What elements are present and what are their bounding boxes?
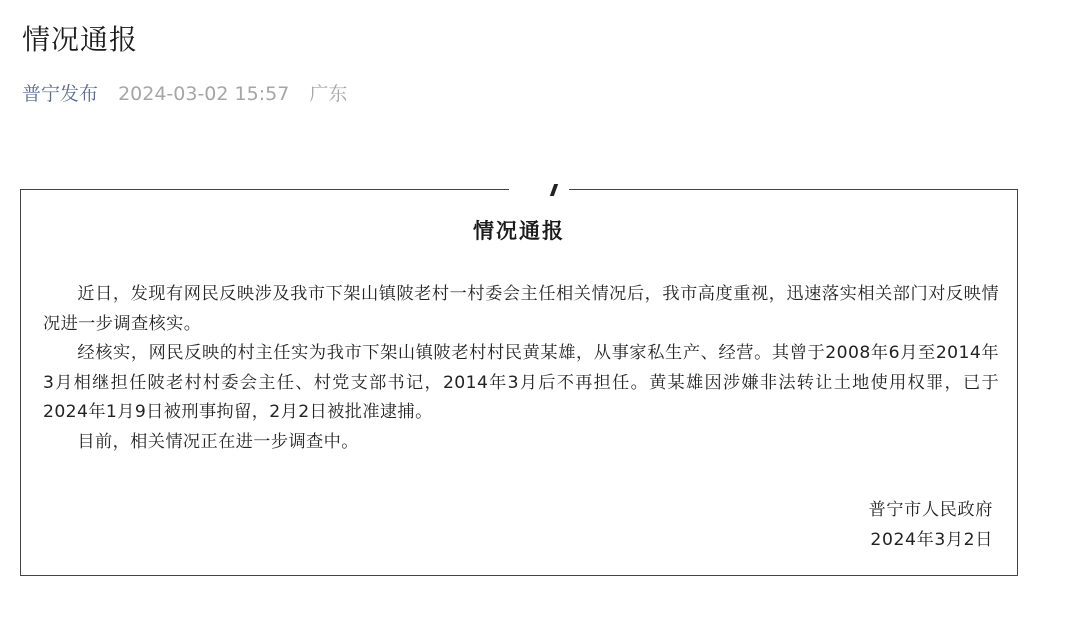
page-title: 情况通报: [22, 23, 139, 56]
notice-image: [20, 189, 1018, 576]
publish-time: 2024-03-02 15:57: [118, 83, 290, 105]
notice-paragraph: 目前，相关情况正在进一步调查中。: [77, 431, 359, 452]
article-meta: [22, 80, 347, 108]
notice-paragraph: 经核实，网民反映的村主任实为我市下架山镇陂老村村民黄某雄，从事家私生产、经营。其曾于2008年6月至2014年3月相继担任陂老村村委会主任、村党支部书记，2014年3月后不再担任。黄某雄因涉嫌非法转让土地使用权罪，已于2024年1月9日被刑事拘留，2月2日被批准逮捕。: [43, 343, 999, 422]
notice-heading: 情况通报: [473, 219, 565, 243]
notice-paragraph: 近日，发现有网民反映涉及我市下架山镇陂老村一村委会主任相关情况后，我市高度重视，迅速落实相关部门对反映情况进一步调查核实。: [43, 284, 999, 334]
account-name-link[interactable]: 普宁发布: [22, 83, 99, 105]
notice-body: [43, 280, 999, 457]
slash-ornament-icon: [550, 184, 558, 196]
issuer-name: 普宁市人民政府: [868, 500, 993, 520]
issue-date: 2024年3月2日: [870, 529, 993, 550]
notice-signature: [868, 496, 993, 555]
border-ornament: [509, 182, 569, 198]
publish-location: 广东: [309, 83, 348, 105]
